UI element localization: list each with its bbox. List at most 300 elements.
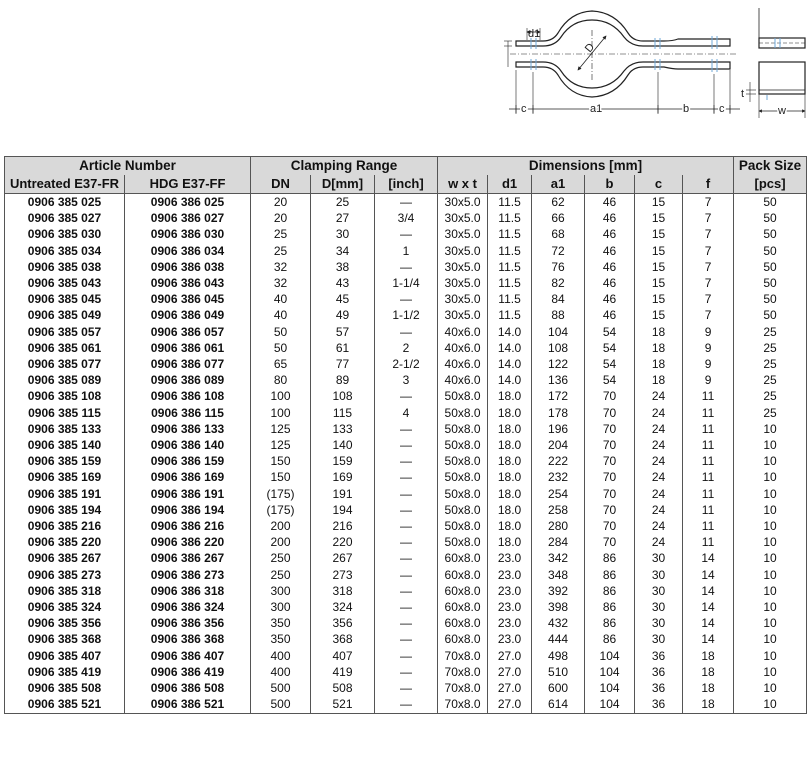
cell-c: 15 bbox=[635, 243, 683, 259]
cell-dn: 50 bbox=[251, 340, 311, 356]
cell-untreated: 0906 385 061 bbox=[5, 340, 125, 356]
cell-wxt: 30x5.0 bbox=[438, 259, 488, 275]
header-f: f bbox=[683, 175, 734, 194]
cell-c: 24 bbox=[635, 453, 683, 469]
cell-d1: 23.0 bbox=[488, 599, 532, 615]
cell-d-mm: 34 bbox=[311, 243, 375, 259]
cell-d1: 18.0 bbox=[488, 405, 532, 421]
header-inch: [inch] bbox=[375, 175, 438, 194]
cell-inch: — bbox=[375, 599, 438, 615]
header-wxt: w x t bbox=[438, 175, 488, 194]
cell-d1: 18.0 bbox=[488, 388, 532, 404]
cell-d1: 18.0 bbox=[488, 421, 532, 437]
cell-d1: 14.0 bbox=[488, 340, 532, 356]
cell-a1: 72 bbox=[532, 243, 585, 259]
cell-wxt: 60x8.0 bbox=[438, 583, 488, 599]
cell-dn: 250 bbox=[251, 567, 311, 583]
cell-hdg: 0906 386 273 bbox=[125, 567, 251, 583]
table-row bbox=[5, 486, 807, 502]
table-row bbox=[5, 307, 807, 323]
cell-wxt: 70x8.0 bbox=[438, 648, 488, 664]
cell-d-mm: 115 bbox=[311, 405, 375, 421]
cell-d1: 18.0 bbox=[488, 502, 532, 518]
cell-untreated: 0906 385 191 bbox=[5, 486, 125, 502]
cell-c: 18 bbox=[635, 372, 683, 388]
cell-d1: 18.0 bbox=[488, 518, 532, 534]
cell-d-mm: 419 bbox=[311, 664, 375, 680]
cell-b: 104 bbox=[585, 696, 635, 713]
cell-pcs: 50 bbox=[734, 194, 807, 211]
cell-b: 46 bbox=[585, 275, 635, 291]
cell-hdg: 0906 386 419 bbox=[125, 664, 251, 680]
cell-a1: 258 bbox=[532, 502, 585, 518]
cell-untreated: 0906 385 025 bbox=[5, 194, 125, 211]
cell-f: 18 bbox=[683, 680, 734, 696]
cell-hdg: 0906 386 045 bbox=[125, 291, 251, 307]
cell-dn: 150 bbox=[251, 453, 311, 469]
cell-untreated: 0906 385 508 bbox=[5, 680, 125, 696]
cell-c: 15 bbox=[635, 291, 683, 307]
cell-pcs: 10 bbox=[734, 469, 807, 485]
header-pack-size: Pack Size bbox=[734, 157, 807, 176]
cell-dn: 40 bbox=[251, 291, 311, 307]
cell-untreated: 0906 385 133 bbox=[5, 421, 125, 437]
cell-hdg: 0906 386 368 bbox=[125, 631, 251, 647]
cell-c: 24 bbox=[635, 518, 683, 534]
cell-dn: (175) bbox=[251, 502, 311, 518]
cell-wxt: 30x5.0 bbox=[438, 291, 488, 307]
header-d-mm: D[mm] bbox=[311, 175, 375, 194]
cell-f: 14 bbox=[683, 631, 734, 647]
cell-pcs: 10 bbox=[734, 502, 807, 518]
cell-wxt: 50x8.0 bbox=[438, 421, 488, 437]
cell-pcs: 10 bbox=[734, 583, 807, 599]
cell-wxt: 30x5.0 bbox=[438, 226, 488, 242]
cell-c: 24 bbox=[635, 388, 683, 404]
cell-dn: 150 bbox=[251, 469, 311, 485]
cell-pcs: 10 bbox=[734, 631, 807, 647]
cell-inch: — bbox=[375, 664, 438, 680]
cell-a1: 348 bbox=[532, 567, 585, 583]
cell-pcs: 10 bbox=[734, 615, 807, 631]
label-b: b bbox=[683, 103, 690, 115]
table-row bbox=[5, 615, 807, 631]
cell-f: 11 bbox=[683, 518, 734, 534]
cell-f: 11 bbox=[683, 437, 734, 453]
cell-a1: 76 bbox=[532, 259, 585, 275]
cell-c: 36 bbox=[635, 696, 683, 713]
cell-d-mm: 216 bbox=[311, 518, 375, 534]
table-body bbox=[5, 194, 807, 714]
cell-inch: — bbox=[375, 648, 438, 664]
cell-d-mm: 407 bbox=[311, 648, 375, 664]
label-a1: a1 bbox=[590, 103, 603, 115]
cell-f: 18 bbox=[683, 648, 734, 664]
cell-untreated: 0906 385 115 bbox=[5, 405, 125, 421]
cell-d1: 27.0 bbox=[488, 664, 532, 680]
cell-c: 15 bbox=[635, 307, 683, 323]
cell-dn: 40 bbox=[251, 307, 311, 323]
table-row bbox=[5, 405, 807, 421]
cell-f: 7 bbox=[683, 226, 734, 242]
cell-untreated: 0906 385 194 bbox=[5, 502, 125, 518]
cell-b: 70 bbox=[585, 469, 635, 485]
cell-a1: 178 bbox=[532, 405, 585, 421]
cell-a1: 136 bbox=[532, 372, 585, 388]
cell-wxt: 50x8.0 bbox=[438, 388, 488, 404]
cell-dn: 100 bbox=[251, 405, 311, 421]
table-row bbox=[5, 437, 807, 453]
cell-f: 11 bbox=[683, 421, 734, 437]
cell-hdg: 0906 386 061 bbox=[125, 340, 251, 356]
cell-inch: — bbox=[375, 324, 438, 340]
cell-d-mm: 89 bbox=[311, 372, 375, 388]
table-row bbox=[5, 194, 807, 211]
cell-b: 46 bbox=[585, 307, 635, 323]
cell-untreated: 0906 385 043 bbox=[5, 275, 125, 291]
cell-f: 11 bbox=[683, 534, 734, 550]
cell-c: 30 bbox=[635, 599, 683, 615]
cell-d-mm: 108 bbox=[311, 388, 375, 404]
cell-inch: 1-1/4 bbox=[375, 275, 438, 291]
cell-inch: — bbox=[375, 388, 438, 404]
cell-pcs: 10 bbox=[734, 696, 807, 713]
cell-wxt: 60x8.0 bbox=[438, 631, 488, 647]
cell-dn: (175) bbox=[251, 486, 311, 502]
cell-d1: 27.0 bbox=[488, 648, 532, 664]
cell-hdg: 0906 386 191 bbox=[125, 486, 251, 502]
cell-a1: 498 bbox=[532, 648, 585, 664]
cell-d1: 11.5 bbox=[488, 307, 532, 323]
cell-pcs: 10 bbox=[734, 486, 807, 502]
cell-d1: 11.5 bbox=[488, 226, 532, 242]
cell-inch: 3/4 bbox=[375, 210, 438, 226]
cell-pcs: 10 bbox=[734, 534, 807, 550]
cell-pcs: 50 bbox=[734, 291, 807, 307]
cell-untreated: 0906 385 273 bbox=[5, 567, 125, 583]
cell-wxt: 50x8.0 bbox=[438, 469, 488, 485]
table-row bbox=[5, 291, 807, 307]
cell-c: 18 bbox=[635, 356, 683, 372]
cell-c: 36 bbox=[635, 664, 683, 680]
table-row bbox=[5, 631, 807, 647]
cell-dn: 20 bbox=[251, 210, 311, 226]
cell-d1: 18.0 bbox=[488, 453, 532, 469]
cell-d-mm: 356 bbox=[311, 615, 375, 631]
cell-d-mm: 77 bbox=[311, 356, 375, 372]
table-row bbox=[5, 259, 807, 275]
cell-a1: 68 bbox=[532, 226, 585, 242]
cell-a1: 108 bbox=[532, 340, 585, 356]
cell-b: 70 bbox=[585, 518, 635, 534]
cell-f: 7 bbox=[683, 291, 734, 307]
cell-untreated: 0906 385 108 bbox=[5, 388, 125, 404]
cell-hdg: 0906 386 108 bbox=[125, 388, 251, 404]
table-row bbox=[5, 421, 807, 437]
cell-d1: 11.5 bbox=[488, 194, 532, 211]
cell-inch: — bbox=[375, 421, 438, 437]
cell-f: 9 bbox=[683, 324, 734, 340]
cell-d1: 23.0 bbox=[488, 583, 532, 599]
cell-wxt: 50x8.0 bbox=[438, 453, 488, 469]
cell-dn: 200 bbox=[251, 518, 311, 534]
cell-untreated: 0906 385 159 bbox=[5, 453, 125, 469]
cell-untreated: 0906 385 216 bbox=[5, 518, 125, 534]
cell-b: 46 bbox=[585, 243, 635, 259]
cell-d-mm: 140 bbox=[311, 437, 375, 453]
cell-wxt: 40x6.0 bbox=[438, 372, 488, 388]
cell-c: 24 bbox=[635, 534, 683, 550]
cell-inch: — bbox=[375, 259, 438, 275]
cell-wxt: 50x8.0 bbox=[438, 437, 488, 453]
cell-d-mm: 30 bbox=[311, 226, 375, 242]
cell-f: 7 bbox=[683, 243, 734, 259]
table-row bbox=[5, 453, 807, 469]
cell-a1: 392 bbox=[532, 583, 585, 599]
cell-b: 54 bbox=[585, 340, 635, 356]
cell-dn: 500 bbox=[251, 680, 311, 696]
cell-pcs: 10 bbox=[734, 680, 807, 696]
cell-pcs: 10 bbox=[734, 599, 807, 615]
cell-d-mm: 159 bbox=[311, 453, 375, 469]
cell-untreated: 0906 385 089 bbox=[5, 372, 125, 388]
cell-a1: 104 bbox=[532, 324, 585, 340]
cell-a1: 600 bbox=[532, 680, 585, 696]
cell-pcs: 50 bbox=[734, 226, 807, 242]
cell-wxt: 60x8.0 bbox=[438, 599, 488, 615]
cell-wxt: 50x8.0 bbox=[438, 534, 488, 550]
cell-wxt: 70x8.0 bbox=[438, 680, 488, 696]
cell-d-mm: 220 bbox=[311, 534, 375, 550]
cell-untreated: 0906 385 368 bbox=[5, 631, 125, 647]
cell-untreated: 0906 385 057 bbox=[5, 324, 125, 340]
cell-untreated: 0906 385 267 bbox=[5, 550, 125, 566]
cell-d1: 11.5 bbox=[488, 243, 532, 259]
cell-hdg: 0906 386 159 bbox=[125, 453, 251, 469]
cell-f: 11 bbox=[683, 486, 734, 502]
cell-wxt: 50x8.0 bbox=[438, 502, 488, 518]
header-a1: a1 bbox=[532, 175, 585, 194]
cell-a1: 204 bbox=[532, 437, 585, 453]
header-d1: d1 bbox=[488, 175, 532, 194]
cell-d-mm: 38 bbox=[311, 259, 375, 275]
cell-c: 24 bbox=[635, 421, 683, 437]
cell-d-mm: 318 bbox=[311, 583, 375, 599]
label-t: t bbox=[741, 88, 745, 100]
cell-untreated: 0906 385 318 bbox=[5, 583, 125, 599]
cell-b: 86 bbox=[585, 567, 635, 583]
cell-a1: 444 bbox=[532, 631, 585, 647]
cell-hdg: 0906 386 049 bbox=[125, 307, 251, 323]
cell-b: 70 bbox=[585, 388, 635, 404]
cell-a1: 84 bbox=[532, 291, 585, 307]
cell-pcs: 10 bbox=[734, 421, 807, 437]
cell-d1: 14.0 bbox=[488, 324, 532, 340]
cell-a1: 432 bbox=[532, 615, 585, 631]
cell-untreated: 0906 385 419 bbox=[5, 664, 125, 680]
cell-wxt: 30x5.0 bbox=[438, 275, 488, 291]
cell-d1: 14.0 bbox=[488, 372, 532, 388]
cell-wxt: 30x5.0 bbox=[438, 194, 488, 211]
cell-hdg: 0906 386 133 bbox=[125, 421, 251, 437]
cell-hdg: 0906 386 057 bbox=[125, 324, 251, 340]
cell-b: 54 bbox=[585, 324, 635, 340]
cell-dn: 80 bbox=[251, 372, 311, 388]
cell-pcs: 50 bbox=[734, 243, 807, 259]
cell-wxt: 60x8.0 bbox=[438, 567, 488, 583]
cell-c: 24 bbox=[635, 437, 683, 453]
cell-d1: 23.0 bbox=[488, 615, 532, 631]
cell-f: 11 bbox=[683, 405, 734, 421]
side-view-bottom bbox=[746, 62, 805, 118]
cell-inch: — bbox=[375, 518, 438, 534]
header-dn: DN bbox=[251, 175, 311, 194]
cell-pcs: 10 bbox=[734, 437, 807, 453]
cell-a1: 232 bbox=[532, 469, 585, 485]
cell-inch: 3 bbox=[375, 372, 438, 388]
cell-c: 24 bbox=[635, 469, 683, 485]
cell-inch: 2 bbox=[375, 340, 438, 356]
cell-pcs: 50 bbox=[734, 307, 807, 323]
cell-d1: 11.5 bbox=[488, 291, 532, 307]
cell-c: 36 bbox=[635, 680, 683, 696]
cell-wxt: 70x8.0 bbox=[438, 696, 488, 713]
cell-b: 46 bbox=[585, 210, 635, 226]
cell-dn: 50 bbox=[251, 324, 311, 340]
cell-dn: 20 bbox=[251, 194, 311, 211]
cell-c: 15 bbox=[635, 226, 683, 242]
table-row bbox=[5, 550, 807, 566]
cell-d-mm: 43 bbox=[311, 275, 375, 291]
cell-pcs: 10 bbox=[734, 664, 807, 680]
cell-f: 11 bbox=[683, 388, 734, 404]
cell-f: 18 bbox=[683, 696, 734, 713]
cell-hdg: 0906 386 030 bbox=[125, 226, 251, 242]
cell-b: 86 bbox=[585, 599, 635, 615]
cell-untreated: 0906 385 077 bbox=[5, 356, 125, 372]
cell-wxt: 40x6.0 bbox=[438, 356, 488, 372]
cell-pcs: 25 bbox=[734, 340, 807, 356]
cell-a1: 82 bbox=[532, 275, 585, 291]
cell-c: 30 bbox=[635, 583, 683, 599]
cell-c: 15 bbox=[635, 210, 683, 226]
cell-d1: 18.0 bbox=[488, 486, 532, 502]
side-view-top bbox=[759, 8, 805, 48]
cell-a1: 284 bbox=[532, 534, 585, 550]
cell-dn: 125 bbox=[251, 437, 311, 453]
cell-inch: — bbox=[375, 583, 438, 599]
cell-pcs: 10 bbox=[734, 550, 807, 566]
cell-inch: — bbox=[375, 696, 438, 713]
cell-b: 46 bbox=[585, 259, 635, 275]
cell-f: 7 bbox=[683, 194, 734, 211]
cell-f: 14 bbox=[683, 615, 734, 631]
header-c: c bbox=[635, 175, 683, 194]
cell-d-mm: 368 bbox=[311, 631, 375, 647]
cell-wxt: 40x6.0 bbox=[438, 340, 488, 356]
cell-f: 7 bbox=[683, 210, 734, 226]
cell-a1: 88 bbox=[532, 307, 585, 323]
table-row bbox=[5, 696, 807, 713]
cell-hdg: 0906 386 140 bbox=[125, 437, 251, 453]
cell-a1: 510 bbox=[532, 664, 585, 680]
cell-wxt: 30x5.0 bbox=[438, 243, 488, 259]
cell-hdg: 0906 386 034 bbox=[125, 243, 251, 259]
cell-c: 30 bbox=[635, 567, 683, 583]
cell-a1: 398 bbox=[532, 599, 585, 615]
cell-a1: 254 bbox=[532, 486, 585, 502]
cell-dn: 125 bbox=[251, 421, 311, 437]
cell-b: 46 bbox=[585, 291, 635, 307]
cell-d-mm: 57 bbox=[311, 324, 375, 340]
cell-c: 24 bbox=[635, 405, 683, 421]
cell-d-mm: 169 bbox=[311, 469, 375, 485]
cell-d-mm: 267 bbox=[311, 550, 375, 566]
cell-dn: 25 bbox=[251, 226, 311, 242]
cell-inch: — bbox=[375, 680, 438, 696]
cell-pcs: 50 bbox=[734, 210, 807, 226]
label-w: w bbox=[778, 105, 786, 117]
table-row bbox=[5, 275, 807, 291]
cell-d-mm: 27 bbox=[311, 210, 375, 226]
cell-f: 18 bbox=[683, 664, 734, 680]
cell-d1: 18.0 bbox=[488, 534, 532, 550]
header-b: b bbox=[585, 175, 635, 194]
table-row bbox=[5, 243, 807, 259]
cell-dn: 250 bbox=[251, 550, 311, 566]
cell-hdg: 0906 386 077 bbox=[125, 356, 251, 372]
front-view bbox=[504, 11, 740, 114]
header-hdg: HDG E37-FF bbox=[125, 175, 251, 194]
cell-inch: 1-1/2 bbox=[375, 307, 438, 323]
cell-a1: 614 bbox=[532, 696, 585, 713]
cell-f: 11 bbox=[683, 469, 734, 485]
cell-untreated: 0906 385 220 bbox=[5, 534, 125, 550]
cell-f: 14 bbox=[683, 583, 734, 599]
table-row bbox=[5, 518, 807, 534]
cell-wxt: 30x5.0 bbox=[438, 307, 488, 323]
cell-b: 46 bbox=[585, 226, 635, 242]
cell-b: 86 bbox=[585, 631, 635, 647]
table-row bbox=[5, 340, 807, 356]
cell-f: 14 bbox=[683, 550, 734, 566]
cell-pcs: 50 bbox=[734, 275, 807, 291]
cell-dn: 300 bbox=[251, 583, 311, 599]
table-row bbox=[5, 583, 807, 599]
cell-pcs: 25 bbox=[734, 405, 807, 421]
cell-wxt: 60x8.0 bbox=[438, 615, 488, 631]
cell-a1: 62 bbox=[532, 194, 585, 211]
table-row bbox=[5, 226, 807, 242]
cell-b: 86 bbox=[585, 615, 635, 631]
cell-d1: 27.0 bbox=[488, 696, 532, 713]
cell-inch: — bbox=[375, 615, 438, 631]
cell-inch: — bbox=[375, 486, 438, 502]
label-d1: d1 bbox=[528, 28, 541, 40]
cell-a1: 196 bbox=[532, 421, 585, 437]
cell-d-mm: 191 bbox=[311, 486, 375, 502]
cell-untreated: 0906 385 521 bbox=[5, 696, 125, 713]
cell-f: 9 bbox=[683, 340, 734, 356]
cell-hdg: 0906 386 318 bbox=[125, 583, 251, 599]
cell-d-mm: 133 bbox=[311, 421, 375, 437]
cell-c: 18 bbox=[635, 340, 683, 356]
cell-pcs: 10 bbox=[734, 567, 807, 583]
cell-a1: 122 bbox=[532, 356, 585, 372]
cell-d-mm: 49 bbox=[311, 307, 375, 323]
cell-wxt: 40x6.0 bbox=[438, 324, 488, 340]
cell-inch: — bbox=[375, 469, 438, 485]
